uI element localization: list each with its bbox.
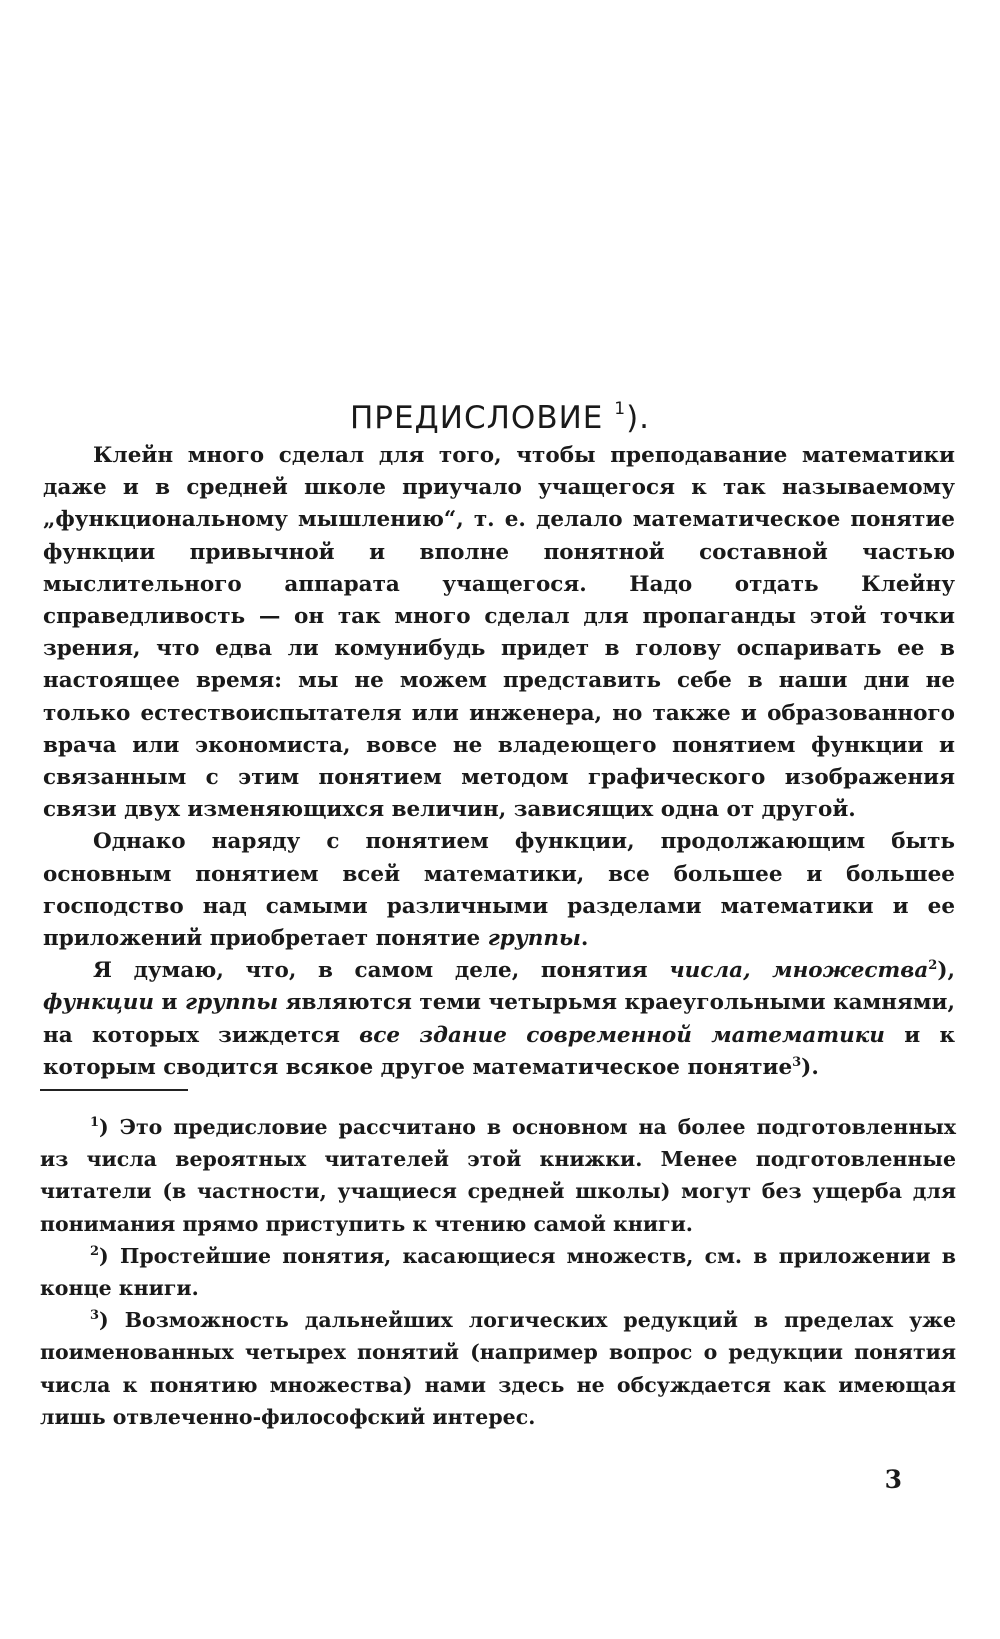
footnote-separator [40,1089,188,1091]
footnote-2-number: 2 [90,1243,100,1259]
p3-footnote-ref-2: 2 [928,958,938,974]
p3-i4: все здание современной математики [359,1022,885,1048]
p3-s5: и к которым сводится всякое другое математическое понятие [43,1022,955,1080]
p3-s6: ). [801,1054,819,1080]
paragraph-2-italic: группы [487,926,581,952]
p3-s4: являются теми четырьмя краеугольными камнями, на которых зиждется [43,990,955,1048]
paragraph-3 [43,955,955,1084]
title-text: ПРЕДИСЛОВИЕ [349,399,604,436]
p3-i2: функции [43,990,155,1016]
page-title [0,399,1000,436]
p3-s3: и [154,990,185,1016]
footnote-3-number: 3 [90,1308,100,1324]
page-number: 3 [884,1465,902,1494]
footnote-1-text: ) Это предисловие рассчитано в основном на более подготовленных из числа вероятных читателей этой книжки. Менее подготовленные читатели (в частности, учащиеся средней школы) могут без ущерба для понимания прямо приступить к чтению самой книги. [40,1115,956,1236]
paragraph-2-end: . [580,926,589,952]
p3-i3: группы [185,990,279,1016]
p3-s2: ), [937,958,955,984]
footnote-3 [40,1304,956,1433]
footnote-1 [40,1111,956,1240]
paragraph-2-text: Однако наряду с понятием функции, продолжающим быть основным понятием всей математики, все большее и большее господство над самыми различными разделами математики и ее приложений приобретает понятие [43,829,955,952]
title-footnote-marker: 1 [614,398,627,419]
paragraph-1: Клейн много сделал для того, чтобы преподавание математики даже и в средней школе приучало учащегося к так называемому „функциональному мышлению“, т. е. делало математическое понятие функции привычной и вполне понятной составной частью мыслительного аппарата учащегося. Надо отдать Клейну справедливость — он так много сделал для пропаганды этой точки зрения, что едва ли комунибудь придет в голову оспаривать ее в настоящее время: мы не можем представить себе в наши дни не только естествоиспытателя или инженера, но также и образованного врача или экономиста, вовсе не владеющего понятием функции и связанным с этим понятием методом графического изображения связи двух изменяющихся величин, зависящих одна от другой. [43,443,955,823]
footnote-2-text: ) Простейшие понятия, касающиеся множеств, см. в приложении в конце книги. [40,1243,956,1301]
footnote-2 [40,1240,956,1304]
p3-footnote-ref-3: 3 [792,1054,802,1070]
title-end: ). [626,399,651,436]
p3-i1: числа, множества [669,958,929,984]
preface-body [43,440,955,1084]
footnote-1-number: 1 [90,1115,100,1130]
p3-s1: Я думаю, что, в самом деле, понятия [93,958,670,984]
footnotes [40,1111,956,1433]
footnote-3-text: ) Возможность дальнейших логических редукций в пределах уже поименованных четырех понятий (например вопрос о редукции понятия числа к понятию множества) нами здесь не обсуждается как имеющая лишь отвлеченно-философский интерес. [40,1308,956,1429]
paragraph-2 [43,826,955,955]
